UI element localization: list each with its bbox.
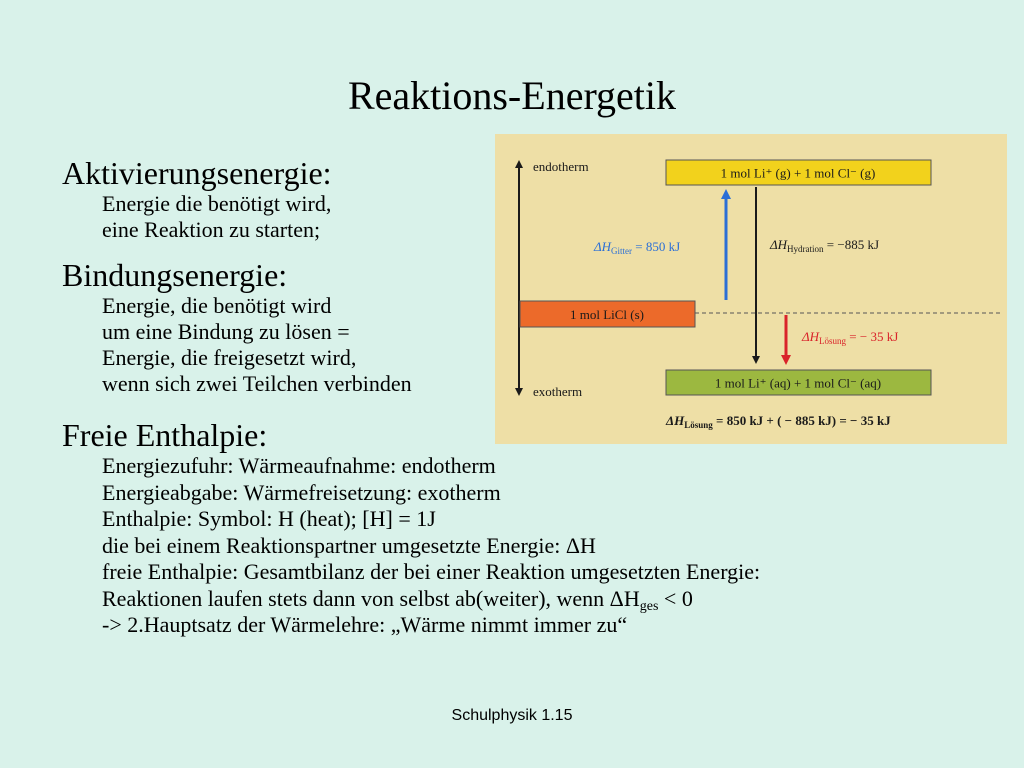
section-freie-enthalpie xyxy=(62,417,760,639)
section-line: die bei einem Reaktionspartner umgesetzte Energie: ΔH xyxy=(102,532,596,558)
section-line: Energie, die freigesetzt wird, xyxy=(102,345,357,370)
section-heading: Bindungsenergie: xyxy=(62,257,288,293)
exotherm-label: exotherm xyxy=(533,384,583,399)
gitter-label: $\Delta H_{Gitter} = 850$ kJ xyxy=(594,239,681,256)
section-bindungsenergie xyxy=(62,257,412,397)
section-line: eine Reaktion zu starten; xyxy=(102,217,321,242)
energy-diagram-svg xyxy=(495,134,1007,444)
line-text: Reaktionen laufen stets dann von selbst ab(weiter), wenn ΔH xyxy=(102,585,640,611)
section-line: um eine Bindung zu lösen = xyxy=(102,319,350,344)
middle-level-label: 1 mol LiCl (s) xyxy=(569,307,645,322)
section-line: Enthalpie: Symbol: H (heat); [H] = 1J xyxy=(102,506,436,531)
section-line: Energie, die benötigt wird xyxy=(102,293,332,318)
section-heading: Freie Enthalpie: xyxy=(62,417,268,453)
section-aktivierungsenergie xyxy=(62,155,332,243)
energy-diagram xyxy=(495,134,1007,444)
section-line: wenn sich zwei Teilchen verbinden xyxy=(102,371,412,396)
hydration-label: $\Delta H_{Hydration} = -885$ kJ xyxy=(770,237,880,254)
section-line: Energie die benötigt wird, xyxy=(102,191,332,216)
section-line: Energieabgabe: Wärmefreisetzung: exotherm xyxy=(102,479,501,505)
bottom-level-label: 1 mol Li⁺ (aq) + 1 mol Cl⁻ (aq) xyxy=(714,375,882,391)
top-level-label: 1 mol Li⁺ (g) + 1 mol Cl⁻ (g) xyxy=(720,165,876,181)
section-line-delta-h-ges xyxy=(102,586,760,613)
slide-title: Reaktions-Energetik xyxy=(347,73,677,118)
section-line: -> 2.Hauptsatz der Wärmelehre: „Wärme nimmt immer zu“ xyxy=(102,612,628,637)
line-text-end: < 0 xyxy=(658,585,693,611)
section-line: freie Enthalpie: Gesamtbilanz der bei einer Reaktion umgesetzten Energie: xyxy=(102,559,761,584)
loesung-label: $\Delta H_{Lösung}$ = − 35 kJ xyxy=(802,329,899,346)
slide-footer: Schulphysik 1.15 xyxy=(451,707,573,724)
section-line: Energiezufuhr: Wärmeaufnahme: endotherm xyxy=(102,453,496,478)
summary-equation: $\Delta H_{Lösung} = 850$ kJ + ( − 885 kJ) = − 35 kJ xyxy=(666,413,891,430)
endotherm-label: endotherm xyxy=(533,159,589,174)
subscript-ges: ges xyxy=(639,598,659,614)
section-heading: Aktivierungsenergie: xyxy=(62,155,332,191)
